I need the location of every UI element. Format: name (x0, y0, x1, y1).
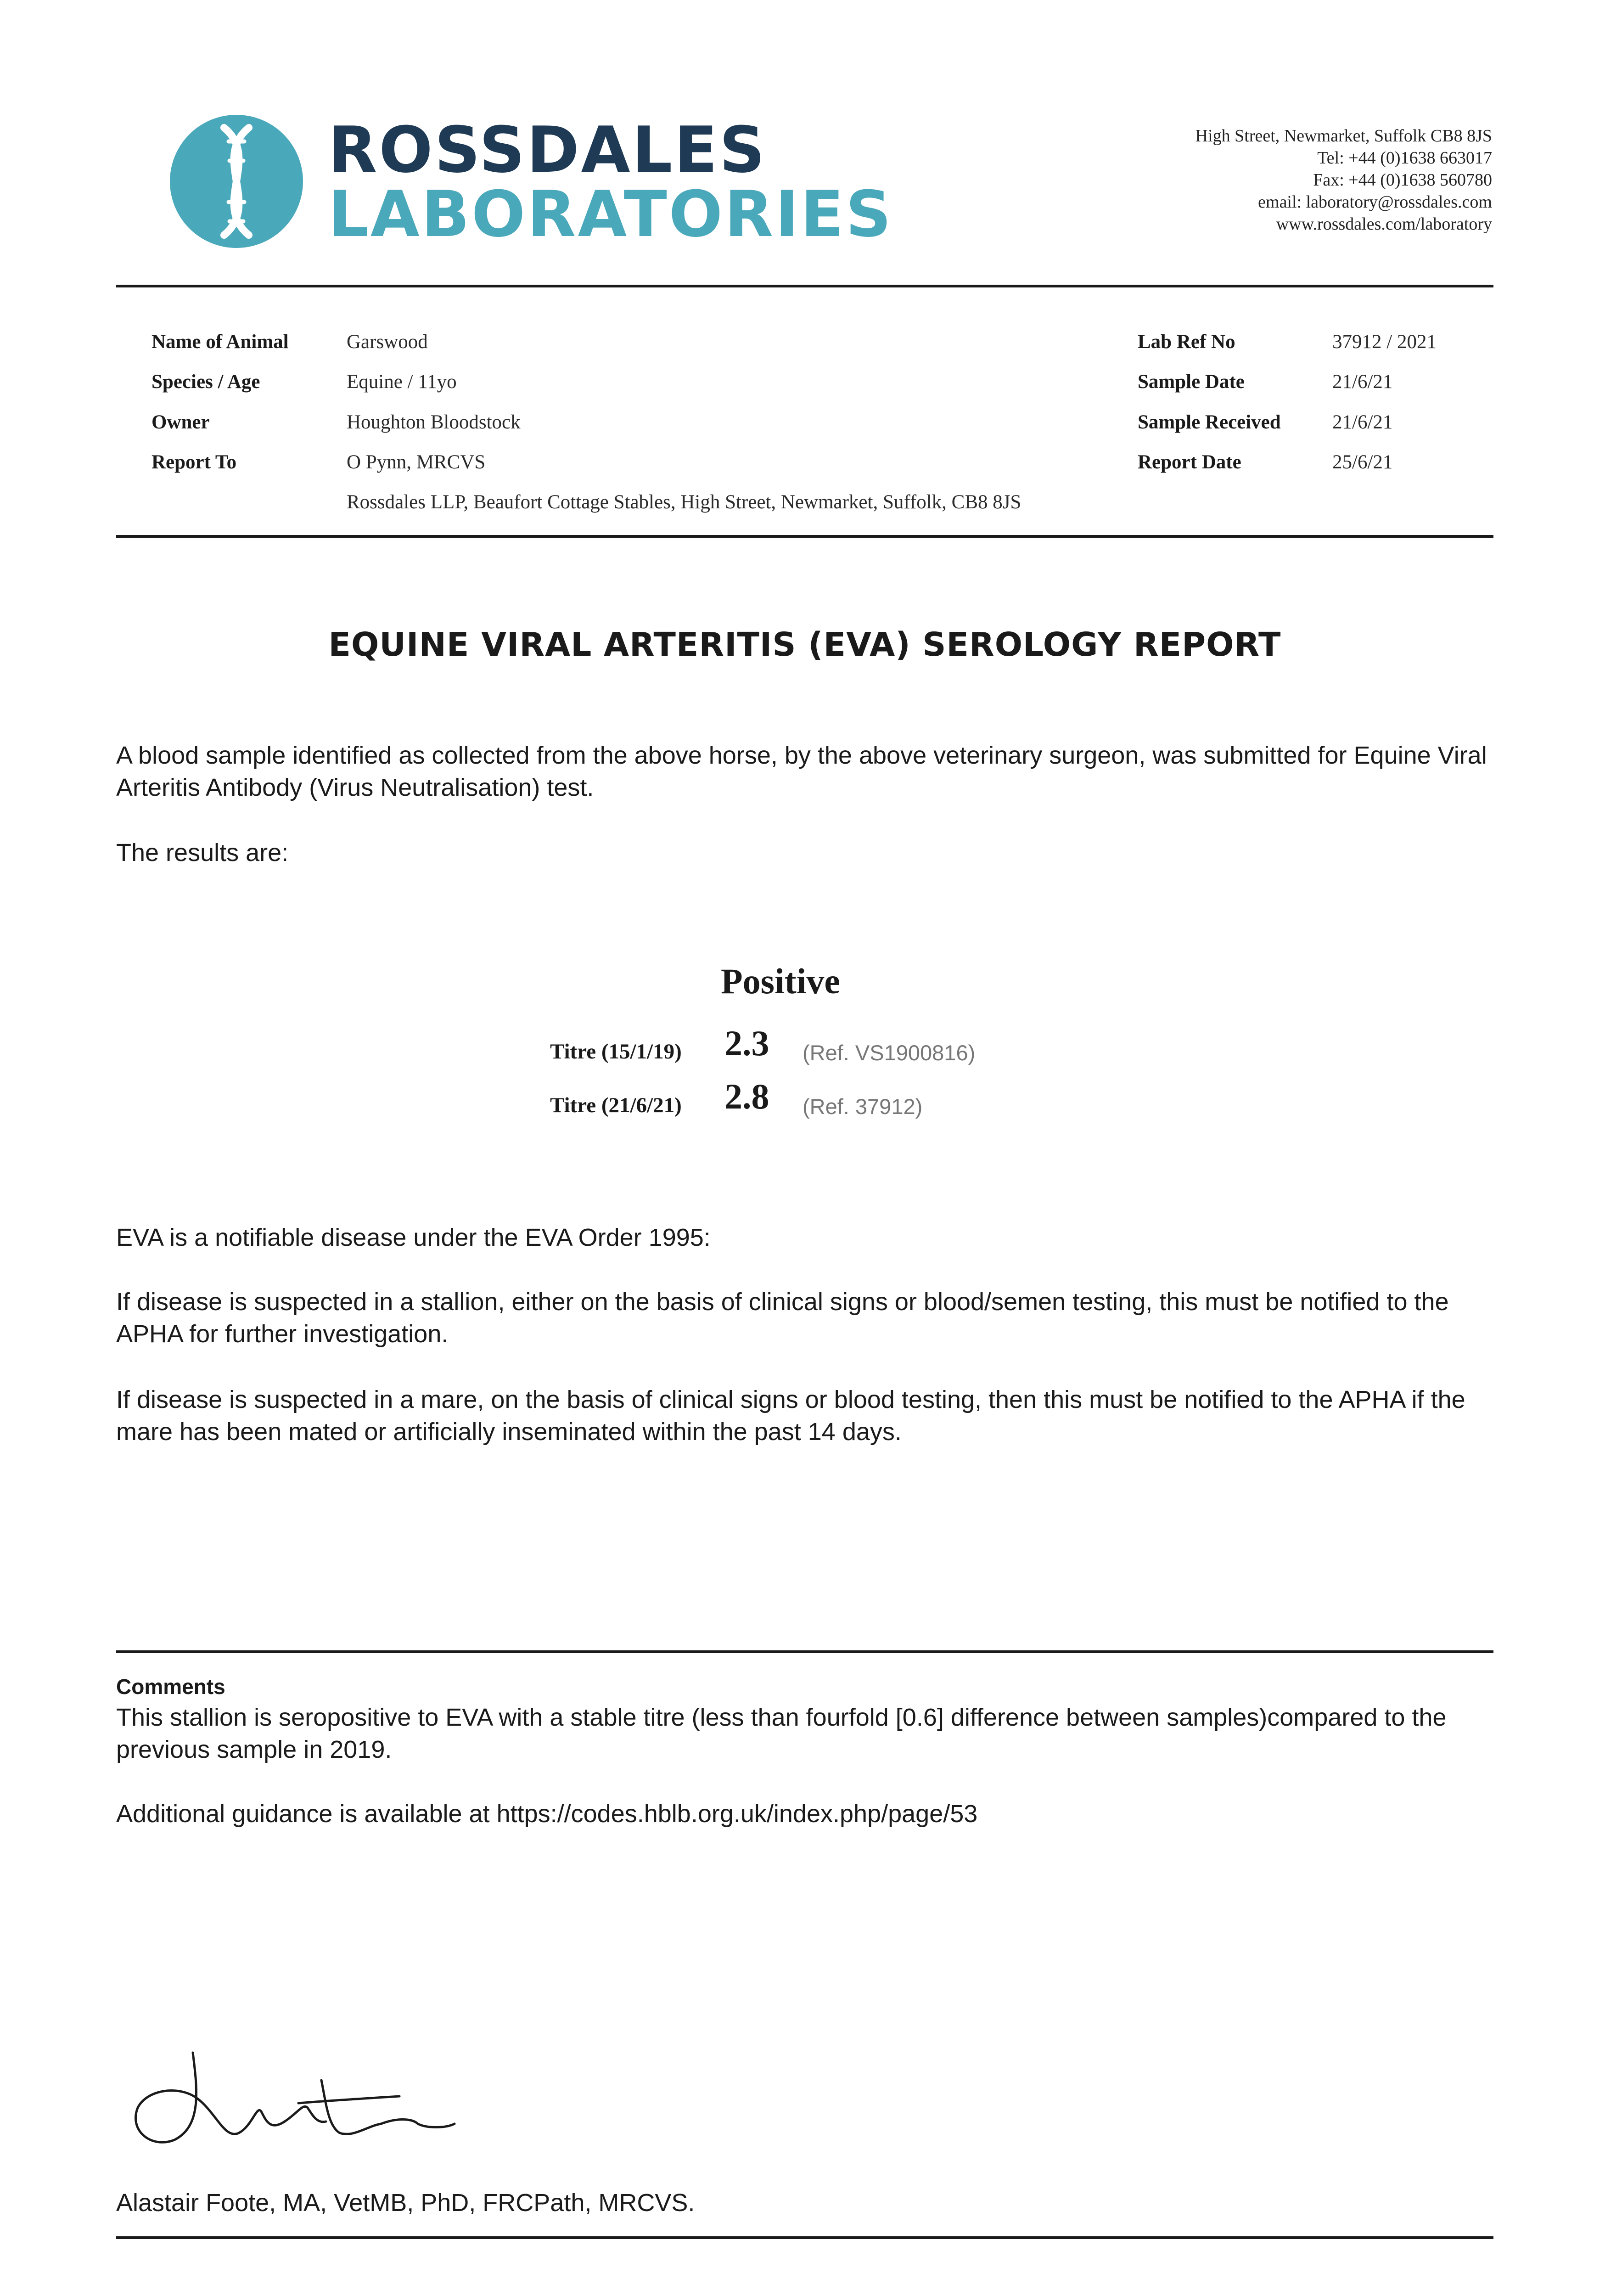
name-label: Name of Animal (152, 331, 289, 353)
results-intro-text: The results are: (116, 839, 289, 867)
lab-ref-number: 37912 / 2021 (1332, 331, 1437, 353)
comments-body (116, 1701, 1493, 1766)
mare-guidance (116, 1384, 1493, 1448)
stallion-guidance (116, 1286, 1493, 1350)
contact-email: email: laboratory@rossdales.com (1258, 192, 1492, 212)
titre-reference: (Ref. VS1900816) (803, 1041, 976, 1065)
sample-date: 21/6/21 (1332, 371, 1393, 393)
brand-name-line-2: LABORATORIES (328, 177, 893, 251)
titre-reference: (Ref. 37912) (803, 1094, 923, 1119)
sample-received-label: Sample Received (1138, 411, 1281, 433)
animal-name: Garswood (347, 331, 428, 353)
report-to-address: Rossdales LLP, Beaufort Cottage Stables, High Street, Newmarket, Suffolk, CB8 8JS (347, 491, 1021, 513)
handwritten-signature (124, 2034, 482, 2172)
owner-name: Houghton Bloodstock (347, 411, 521, 433)
report-date-label: Report Date (1138, 451, 1241, 473)
titre-value: 2.3 (724, 1023, 769, 1063)
titre-value: 2.8 (724, 1076, 769, 1116)
stallion-text: If disease is suspected in a stallion, either on the basis of clinical signs or blood/semen testing, this must be notified to the APHA for further investigation. (116, 1288, 1449, 1348)
species-age: Equine / 11yo (347, 371, 457, 393)
contact-website: www.rossdales.com/laboratory (1276, 214, 1492, 234)
notifiable-text: EVA is a notifiable disease under the EVA Order 1995: (116, 1224, 711, 1251)
results-intro (116, 837, 1493, 869)
contact-fax: Fax: +44 (0)1638 560780 (1313, 170, 1492, 190)
details-divider (116, 535, 1493, 538)
contact-tel: Tel: +44 (0)1638 663017 (1317, 148, 1492, 168)
contact-block (1195, 125, 1492, 235)
result-heading: Positive (721, 961, 840, 1001)
report-to-name: O Pynn, MRCVS (347, 451, 486, 473)
intro-paragraph (116, 739, 1493, 804)
signatory-name: Alastair Foote, MA, VetMB, PhD, FRCPath, MRCVS. (116, 2189, 695, 2217)
report-date: 25/6/21 (1332, 451, 1393, 473)
mare-text: If disease is suspected in a mare, on the basis of clinical signs or blood testing, then this must be notified to the APHA if the mare has been mated or artificially inseminated within the past 14 days. (116, 1386, 1465, 1446)
footer-divider (116, 2236, 1493, 2239)
intro-text: A blood sample identified as collected from the above horse, by the above veterinary surgeon, was submitted for Equine Viral Arteritis Antibody (Virus Neutralisation) test. (116, 742, 1487, 801)
header-divider (116, 285, 1493, 287)
notifiable-statement (116, 1221, 1493, 1254)
comments-label: Comments (116, 1675, 225, 1699)
lab-ref-label: Lab Ref No (1138, 331, 1235, 353)
guidance-text: Additional guidance is available at https://codes.hblb.org.uk/index.php/page/53 (116, 1800, 978, 1828)
species-label: Species / Age (152, 371, 260, 393)
sample-date-label: Sample Date (1138, 371, 1245, 393)
brand-name-line-1: ROSSDALES (328, 113, 767, 187)
report-to-label: Report To (152, 451, 237, 473)
titre-label: Titre (21/6/21) (550, 1093, 682, 1117)
contact-address: High Street, Newmarket, Suffolk CB8 8JS (1195, 126, 1492, 146)
sample-received-date: 21/6/21 (1332, 411, 1393, 433)
comments-text: This stallion is seropositive to EVA with a stable titre (less than fourfold [0.6] difference between samples)compared to the previous sample in 2019. (116, 1704, 1447, 1763)
titre-label: Titre (15/1/19) (550, 1040, 682, 1064)
guidance-note (116, 1798, 1493, 1830)
dna-helix-icon (170, 115, 303, 248)
report-title: EQUINE VIRAL ARTERITIS (EVA) SEROLOGY REPORT (328, 625, 1281, 664)
comments-divider (116, 1650, 1493, 1653)
owner-label: Owner (152, 411, 210, 433)
